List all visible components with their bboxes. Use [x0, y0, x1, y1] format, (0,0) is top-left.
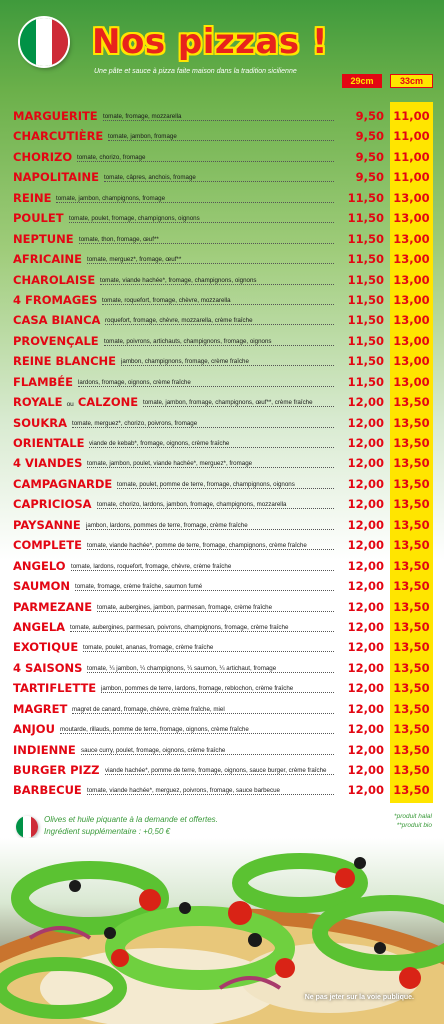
pizza-name [13, 453, 82, 473]
pizza-row [0, 208, 444, 228]
price-29cm: 9,50 [355, 129, 384, 144]
pizza-name [13, 515, 81, 535]
pizza-name-text: REINE BLANCHE [13, 354, 117, 369]
pizza-name-text: POULET [13, 211, 64, 226]
price-29cm: 9,50 [355, 109, 384, 123]
price-33cm: 13,00 [393, 211, 430, 226]
price-33cm: 13,00 [393, 313, 430, 328]
pizza-name [13, 188, 51, 208]
price-33cm: 11,00 [393, 170, 430, 185]
legend [394, 812, 432, 830]
pizza-ingredients: tomate, aubergines, jambon, parmesan, fromage, crème fraîche [97, 597, 334, 612]
pizza-row [0, 290, 444, 310]
pizza-ingredients: tomate, poulet, fromage, champignons, oignons [69, 208, 334, 223]
pizza-name-text: 4 FROMAGES [13, 292, 98, 307]
pizza-ingredients: sauce curry, poulet, fromage, oignons, crème fraîche [81, 740, 334, 755]
pizza-ingredients: magret de canard, fromage, chèvre, crème fraîche, miel [72, 699, 334, 714]
pizza-ingredients: roquefort, fromage, chèvre, mozzarella, crème fraîche [105, 310, 334, 325]
pizza-ingredients: tomate, fromage, mozzarella [103, 106, 334, 121]
pizza-row [0, 576, 444, 596]
pizza-ingredients: tomate, roquefort, fromage, chèvre, mozzarella [102, 290, 334, 305]
price-29cm: 11,50 [347, 211, 384, 226]
legend-bio: **produit bio [396, 822, 432, 829]
price-33cm: 13,00 [393, 354, 430, 369]
price-29cm: 12,00 [347, 640, 384, 655]
pizza-ingredients: tomate, poivrons, artichauts, champignons, fromage, oignons [104, 331, 334, 346]
pizza-row [0, 372, 444, 392]
pizza-ingredients: tomate, merguez*, fromage, œuf** [87, 249, 334, 264]
price-29cm: 12,00 [347, 619, 384, 634]
pizza-ingredients: tomate, fromage, crème fraîche, saumon fumé [75, 576, 334, 591]
price-33cm: 13,00 [393, 252, 430, 267]
pizza-name [13, 331, 99, 351]
legend-halal: *produit halal [394, 813, 432, 820]
pizza-name-text: NEPTUNE [13, 231, 74, 246]
price-33cm: 13,50 [393, 538, 430, 553]
pizza-name [13, 270, 95, 290]
price-33cm: 13,50 [393, 517, 430, 532]
price-29cm: 12,00 [347, 497, 384, 512]
pizza-row [0, 617, 444, 637]
page-subtitle: Une pâte et sauce à pizza faite maison dans la tradition sicilienne [94, 68, 297, 75]
price-29cm: 12,00 [347, 742, 384, 757]
pizza-name-text: TARTIFLETTE [13, 681, 97, 696]
price-29cm: 9,50 [355, 170, 384, 185]
pizza-row [0, 147, 444, 167]
pizza-name-text: BARBECUE [13, 783, 82, 798]
price-33cm: 13,00 [393, 292, 430, 307]
pizza-name [13, 740, 76, 760]
pizza-row [0, 392, 444, 412]
pizza-row [0, 106, 444, 126]
price-33cm: 13,50 [393, 456, 430, 471]
price-33cm: 13,00 [393, 333, 430, 348]
pizza-row [0, 188, 444, 208]
pizza-name [13, 433, 84, 453]
price-33cm: 11,00 [393, 109, 430, 123]
price-29cm: 12,00 [347, 456, 384, 471]
price-33cm: 13,50 [393, 579, 430, 594]
pizza-name [13, 106, 98, 126]
pizza-row [0, 413, 444, 433]
pizza-row [0, 535, 444, 555]
pizza-ingredients: lardons, fromage, oignons, crème fraîche [78, 372, 334, 387]
pizza-name-text: SAUMON [13, 579, 71, 594]
price-33cm: 13,50 [393, 476, 430, 491]
pizza-row [0, 433, 444, 453]
pizza-row [0, 515, 444, 535]
price-33cm: 13,50 [393, 415, 430, 430]
pizza-ingredients: tomate, merguez*, chorizo, poivrons, fromage [72, 413, 334, 428]
price-33cm: 13,00 [393, 231, 430, 246]
price-33cm: 13,00 [393, 272, 430, 287]
price-33cm: 13,50 [393, 599, 430, 614]
pizza-name [13, 597, 92, 617]
price-33cm: 13,50 [393, 497, 430, 512]
price-29cm: 9,50 [355, 149, 384, 164]
price-29cm: 12,00 [347, 681, 384, 696]
pizza-ingredients: viande hachée*, pomme de terre, fromage, oignons, sauce burger, crème fraîche [105, 760, 334, 775]
pizza-ingredients: tomate, viande hachée*, fromage, champignons, oignons [100, 270, 334, 285]
pizza-name-text: 4 SAISONS [13, 660, 83, 675]
price-29cm: 12,00 [347, 436, 384, 450]
pizza-row [0, 637, 444, 657]
pizza-name-text: AFRICAINE [13, 252, 82, 267]
pizza-ingredients: moutarde, rillauds, pomme de terre, fromage, oignons, crème fraîche [60, 719, 334, 734]
pizza-name-text: CAMPAGNARDE [13, 476, 113, 491]
pizza-name-text: ROYALE [13, 395, 63, 410]
pizza-name [13, 413, 67, 433]
price-29cm: 12,00 [347, 579, 384, 594]
pizza-ingredients: tomate, jambon, fromage, champignons, œuf**, crème fraîche [143, 392, 334, 407]
pizza-list [0, 106, 444, 801]
price-29cm: 11,50 [347, 231, 384, 246]
pizza-row [0, 351, 444, 371]
pizza-row [0, 678, 444, 698]
pizza-name-text: INDIENNE [13, 742, 76, 757]
italian-flag-icon [20, 18, 68, 66]
pizza-name-text: NAPOLITAINE [13, 170, 99, 185]
pizza-name [13, 494, 92, 514]
pizza-name-text: ANJOU [13, 722, 55, 737]
pizza-name [13, 208, 64, 228]
footer-notice: Ne pas jeter sur la voie publique. [304, 994, 414, 1001]
price-33cm: 13,50 [393, 681, 430, 696]
pizza-name [13, 637, 78, 657]
pizza-name [13, 699, 67, 719]
pizza-name [13, 535, 82, 555]
note-extra-ingredient: Ingrédient supplémentaire : +0,50 € [44, 827, 171, 836]
price-29cm: 11,50 [347, 272, 384, 287]
pizza-ingredients: tomate, viande hachée*, pomme de terre, fromage, champignons, crème fraîche [87, 535, 334, 550]
pizza-name [13, 126, 103, 146]
pizza-name-text: ANGELO [13, 558, 66, 573]
pizza-row [0, 658, 444, 678]
pizza-ingredients: tomate, chorizo, fromage [77, 147, 334, 162]
pizza-ingredients: tomate, câpres, anchois, fromage [104, 167, 334, 182]
price-33cm: 13,00 [393, 374, 430, 389]
price-29cm: 11,50 [347, 252, 384, 267]
price-29cm: 12,00 [347, 722, 384, 737]
price-29cm: 11,50 [347, 374, 384, 389]
pizza-name-text: SOUKRA [13, 415, 68, 430]
pizza-name [13, 249, 82, 269]
pizza-ingredients: tomate, viande hachée*, merguez, poivrons, fromage, sauce barbecue [87, 780, 334, 795]
pizza-row [0, 740, 444, 760]
pizza-row [0, 494, 444, 514]
pizza-name-text: CHAROLAISE [13, 272, 96, 287]
pizza-row [0, 474, 444, 494]
pizza-name-text: CHORIZO [13, 149, 73, 164]
pizza-name [13, 576, 70, 596]
pizza-name-text: MARGUERITE [13, 109, 98, 123]
pizza-name [13, 310, 100, 330]
pizza-ingredients: tomate, jambon, poulet, viande hachée*, merguez*, fromage [87, 453, 334, 468]
price-29cm: 11,50 [347, 190, 384, 205]
pizza-name [13, 556, 66, 576]
pizza-name-text: CHARCUTIÈRE [13, 129, 104, 144]
price-33cm: 13,50 [393, 763, 430, 777]
price-29cm: 11,50 [347, 292, 384, 307]
price-33cm: 13,50 [393, 783, 430, 798]
price-29cm: 12,00 [347, 415, 384, 430]
price-33cm: 13,50 [393, 640, 430, 655]
pizza-ingredients: viande de kebab*, fromage, oignons, crème fraîche [89, 433, 334, 448]
pizza-name [13, 617, 65, 637]
price-29cm: 12,00 [347, 660, 384, 675]
note-olives: Olives et huile piquante à la demande et offertes. [44, 815, 218, 824]
pizza-name [13, 760, 100, 780]
price-33cm: 11,00 [393, 129, 430, 144]
price-29cm: 12,00 [347, 783, 384, 798]
pizza-name-text: EXOTIQUE [13, 640, 79, 655]
price-33cm: 13,50 [393, 701, 430, 716]
price-33cm: 13,50 [393, 660, 430, 675]
price-33cm: 13,50 [393, 722, 430, 737]
pizza-name-text: BURGER PIZZ [13, 763, 100, 777]
pizza-name-text: CASA BIANCA [13, 313, 101, 328]
pizza-ingredients: tomate, aubergines, parmesan, poivrons, champignons, fromage, crème fraîche [70, 617, 334, 632]
pizza-row [0, 229, 444, 249]
price-29cm: 11,50 [347, 354, 384, 369]
pizza-row [0, 270, 444, 290]
pizza-row [0, 597, 444, 617]
pizza-ingredients: tomate, jambon, champignons, fromage [56, 188, 334, 203]
pizza-row [0, 249, 444, 269]
pizza-row [0, 780, 444, 800]
pizza-name-text: PAYSANNE [13, 517, 81, 532]
pizza-name-text: 4 VIANDES [13, 456, 83, 471]
pizza-name [13, 780, 82, 800]
price-29cm: 11,50 [347, 333, 384, 348]
price-29cm: 12,00 [347, 599, 384, 614]
price-29cm: 12,00 [347, 517, 384, 532]
pizza-name-text: PARMEZANE [13, 599, 93, 614]
italian-flag-small-icon [16, 816, 38, 838]
price-33cm: 13,50 [393, 558, 430, 573]
pizza-name [13, 474, 112, 494]
price-33cm: 13,00 [393, 190, 430, 205]
pizza-ingredients: jambon, lardons, pommes de terre, fromage, crème fraîche [86, 515, 334, 530]
pizza-ingredients: tomate, poulet, ananas, fromage, crème fraîche [83, 637, 334, 652]
price-33cm: 13,50 [393, 436, 430, 450]
pizza-ingredients: tomate, chorizo, lardons, jambon, fromage, champignons, mozzarella [97, 494, 334, 509]
pizza-name [13, 678, 96, 698]
price-29cm: 12,00 [347, 558, 384, 573]
price-29cm: 12,00 [347, 538, 384, 553]
pizza-name [13, 658, 82, 678]
pizza-name-text: FLAMBÉE [13, 374, 74, 389]
pizza-ingredients: jambon, pommes de terre, lardons, fromage, reblochon, crème fraîche [101, 678, 334, 693]
price-29cm: 12,00 [347, 476, 384, 491]
pizza-row [0, 760, 444, 780]
pizza-name-text: CAPRICIOSA [13, 497, 92, 512]
price-33cm: 13,50 [393, 619, 430, 634]
pizza-ingredients: jambon, champignons, fromage, crème fraîche [121, 351, 334, 366]
pizza-row [0, 310, 444, 330]
pizza-name-text: COMPLETE [13, 538, 82, 553]
pizza-name-text: MAGRET [13, 701, 68, 716]
pizza-ingredients: tomate, ¼ jambon, ¼ champignons, ¼ saumon, ¼ artichaut, fromage [87, 658, 334, 673]
pizza-row [0, 556, 444, 576]
price-33cm: 13,50 [393, 395, 430, 410]
pizza-row [0, 719, 444, 739]
pizza-row [0, 167, 444, 187]
pizza-name [13, 372, 73, 392]
price-29cm: 12,00 [347, 395, 384, 410]
pizza-name-text: ANGELA [13, 619, 66, 634]
size-29-header: 29cm [342, 74, 382, 88]
pizza-name [13, 290, 97, 310]
pizza-ingredients: tomate, thon, fromage, œuf** [79, 229, 334, 244]
price-33cm: 11,00 [393, 149, 430, 164]
pizza-row [0, 126, 444, 146]
pizza-name-connector: ou [66, 401, 74, 409]
price-29cm: 12,00 [347, 763, 384, 777]
pizza-ingredients: tomate, lardons, roquefort, fromage, chèvre, crème fraîche [71, 556, 334, 571]
pizza-name-alt: CALZONE [77, 395, 139, 410]
price-29cm: 11,50 [347, 313, 384, 328]
pizza-name [13, 719, 55, 739]
pizza-name [13, 167, 99, 187]
price-29cm: 12,00 [347, 701, 384, 716]
pizza-ingredients: tomate, poulet, pomme de terre, fromage, champignons, oignons [117, 474, 334, 489]
size-33-header: 33cm [390, 74, 433, 88]
pizza-name [13, 351, 116, 371]
pizza-name-text: ORIENTALE [13, 436, 85, 450]
pizza-name [13, 229, 74, 249]
pizza-row [0, 331, 444, 351]
pizza-name-text: REINE [13, 190, 52, 205]
pizza-row [0, 699, 444, 719]
pizza-ingredients: tomate, jambon, fromage [108, 126, 334, 141]
page-title: Nos pizzas ! [92, 22, 328, 62]
pizza-name [13, 147, 72, 167]
pizza-name-text: PROVENÇALE [13, 333, 99, 348]
price-33cm: 13,50 [393, 742, 430, 757]
pizza-row [0, 453, 444, 473]
